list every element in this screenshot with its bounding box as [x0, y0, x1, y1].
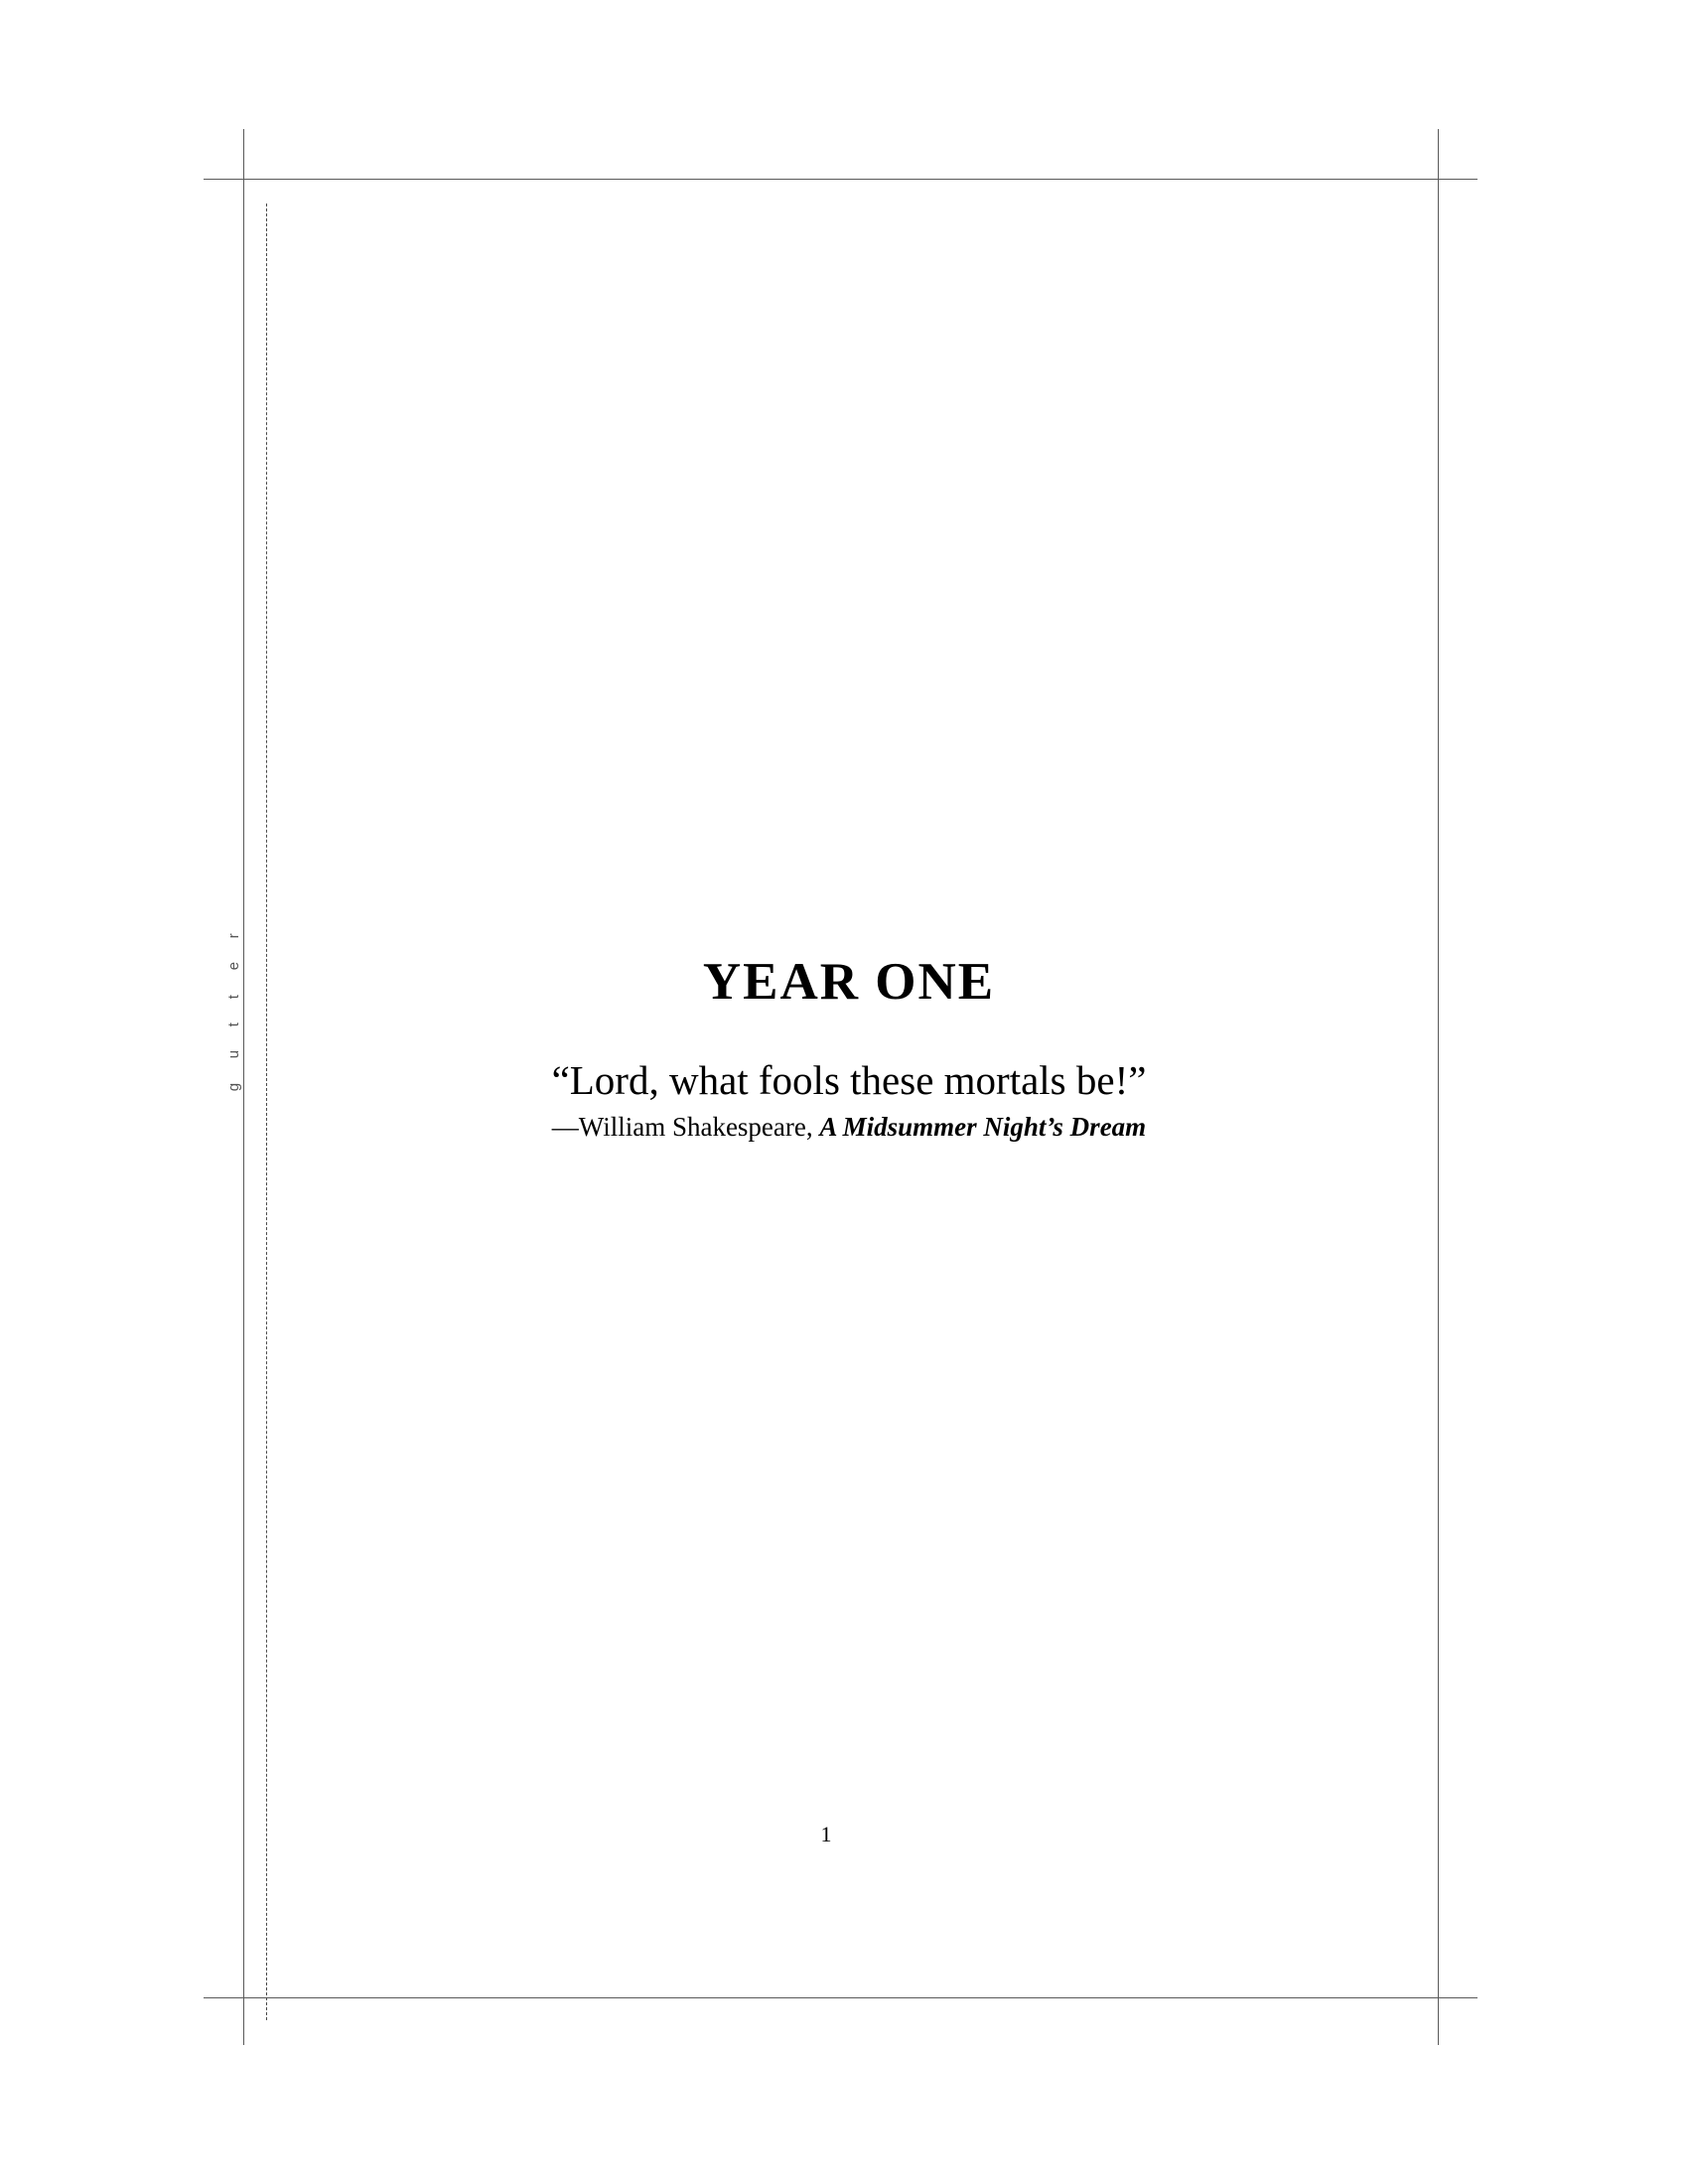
crop-mark-bottom: [204, 1997, 1477, 1998]
part-title: YEAR ONE: [702, 953, 996, 1011]
epigraph-author: —William Shakespeare,: [551, 1112, 820, 1143]
folio-page-number: [0, 1822, 1688, 1847]
epigraph-attribution: [427, 1111, 1271, 1145]
gutter-guide-line: [266, 204, 267, 2020]
gutter-label-char: t: [225, 1022, 242, 1027]
gutter-label-char: g: [225, 1081, 242, 1092]
crop-mark-right: [1438, 129, 1439, 2045]
epigraph-work-title: A Midsummer Night’s Dream: [819, 1112, 1147, 1143]
gutter-label-char: t: [225, 993, 242, 999]
epigraph-quote: “Lord, what fools these mortals be!”: [551, 1057, 1147, 1104]
gutter-label-char: e: [225, 961, 242, 971]
part-opening-block: [427, 953, 1271, 1145]
crop-mark-top: [204, 179, 1477, 180]
gutter-label-char: r: [225, 932, 242, 938]
folio-number-text: 1: [820, 1822, 832, 1846]
gutter-guide-label: [226, 923, 266, 1100]
gutter-label-char: u: [225, 1049, 242, 1059]
